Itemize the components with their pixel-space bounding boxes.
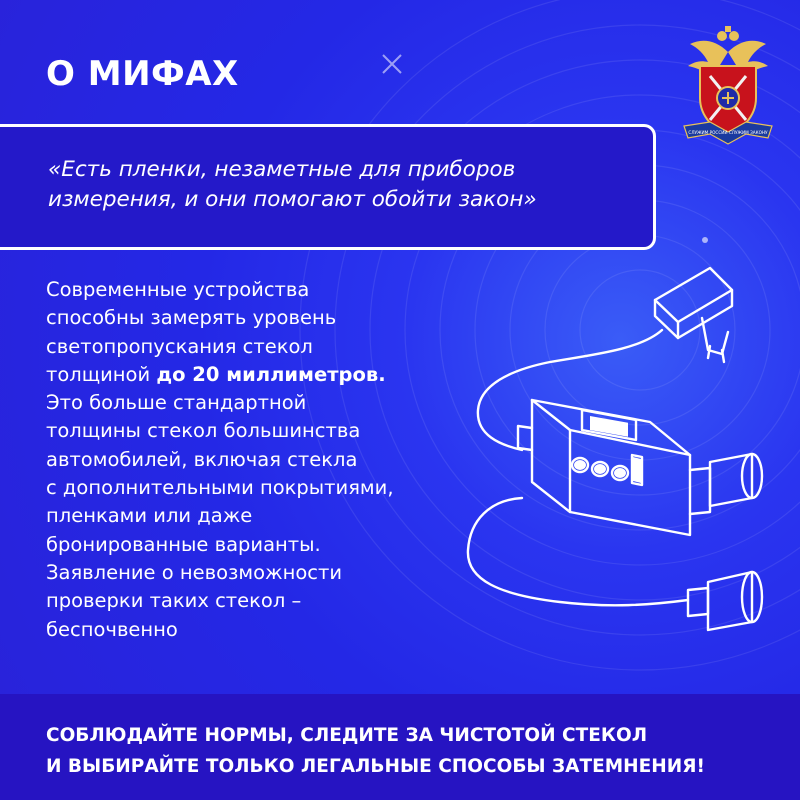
body-line: толщиной — [46, 362, 157, 386]
footer-line-1: СОБЛЮДАЙТЕ НОРМЫ, СЛЕДИТЕ ЗА ЧИСТОТОЙ СТЕКОЛ — [46, 725, 648, 746]
body-highlight: до 20 миллиметров. — [156, 362, 386, 386]
body-line: пленками или даже — [46, 504, 253, 528]
body-line: бронированные варианты. — [46, 532, 321, 556]
quote-line-1: «Есть пленки, незаметные для приборов — [48, 157, 516, 182]
tint-meter-device-icon — [440, 250, 780, 650]
emblem-icon — [680, 22, 776, 150]
emblem-ribbon-text: СЛУЖИМ РОССИИ СЛУЖИМ ЗАКОНУ — [688, 130, 768, 135]
body-line: способны замерять уровень — [46, 306, 337, 330]
body-line: с дополнительными покрытиями, — [46, 476, 394, 500]
quote-line-2: измерения, и они помогают обойти закон» — [48, 187, 537, 212]
myth-quote — [48, 155, 628, 215]
body-line: автомобилей, включая стекла — [46, 447, 358, 471]
call-to-action — [46, 720, 786, 782]
footer-line-2: И ВЫБИРАЙТЕ ТОЛЬКО ЛЕГАЛЬНЫЕ СПОСОБЫ ЗАТЕМНЕНИЯ! — [46, 756, 705, 777]
cross-icon — [380, 52, 404, 76]
body-line: беспочвенно — [46, 617, 178, 641]
body-line: проверки таких стекол – — [46, 589, 302, 613]
body-line: Современные устройства — [46, 278, 310, 301]
explanation-text — [46, 276, 466, 644]
body-line: Заявление о невозможности — [46, 560, 343, 584]
body-line: светопропускания стекол — [46, 334, 313, 358]
body-line: толщины стекол большинства — [46, 419, 361, 443]
body-line: Это больше стандартной — [46, 391, 307, 415]
page-title: О МИФАХ — [46, 54, 239, 94]
